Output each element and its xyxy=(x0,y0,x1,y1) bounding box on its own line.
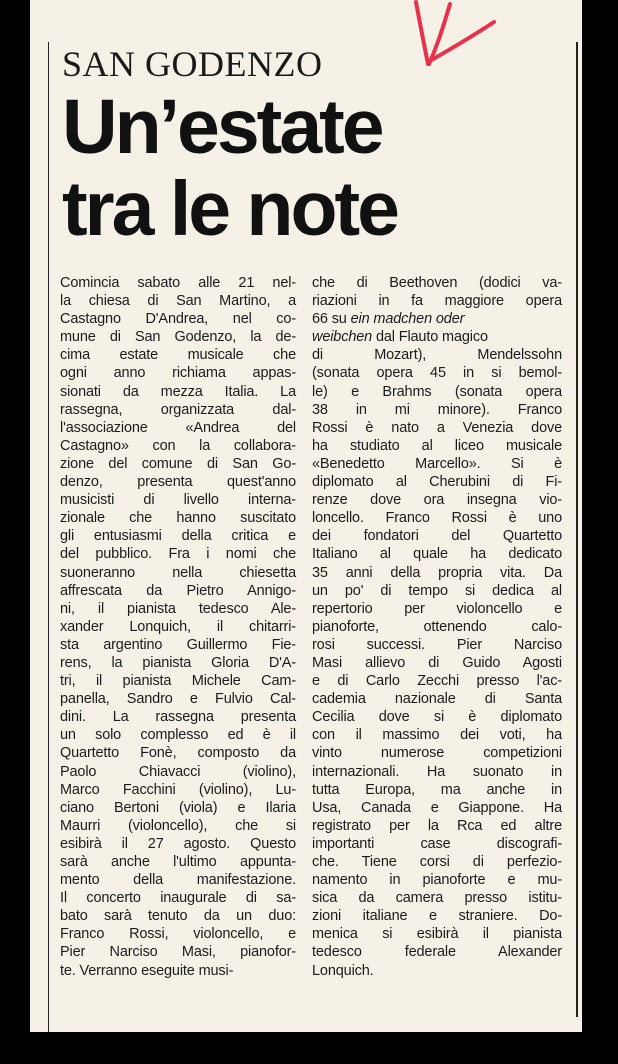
text-line: sionati da mezza Italia. La xyxy=(60,383,296,400)
text-line: mune di San Godenzo, la de- xyxy=(60,329,296,346)
text-line: zioni italiane e straniere. Do- xyxy=(312,908,562,925)
text-line: esibirà il 27 agosto. Questo xyxy=(60,835,296,852)
text-line: menica si esibirà il pianista xyxy=(312,926,562,943)
text-line: gli entusiasmi della critica e xyxy=(60,528,296,545)
text-line xyxy=(312,328,562,346)
italic-title: weibchen xyxy=(312,329,373,346)
left-column-rule xyxy=(48,42,49,1032)
text-line: che di Beethoven (dodici va- xyxy=(312,275,562,291)
text-line: del pubblico. Fra i nomi che xyxy=(60,546,296,563)
text-line: affrescata da Pietro Annigo- xyxy=(60,582,296,599)
text-line: musicisti di livello interna- xyxy=(60,492,296,509)
text-line: Lonquich. xyxy=(312,962,374,979)
text-line: Maurri (violoncello), che si xyxy=(60,817,296,834)
text-line: un solo complesso ed è il xyxy=(60,727,296,744)
text-line: di Mozart), Mendelssohn xyxy=(312,347,562,364)
text-line: dei fondatori del Quartetto xyxy=(312,528,562,545)
text-line: Paolo Chiavacci (violino), xyxy=(60,763,296,780)
text-line: ha studiato al liceo musicale xyxy=(312,437,562,454)
text-line: riazioni in fa maggiore opera xyxy=(312,293,562,310)
text-line: Marco Facchini (violino), Lu- xyxy=(60,781,296,798)
text-line: che. Tiene corsi di perfezio- xyxy=(312,854,562,870)
article-column-2 xyxy=(312,274,562,980)
text-line: tedesco federale Alexander xyxy=(312,944,562,961)
text-line: dini. La rassegna presenta xyxy=(60,709,296,726)
text-line: Rossi è nato a Venezia dove xyxy=(312,419,562,436)
text-line: suoneranno nella chiesetta xyxy=(60,564,296,581)
text-line: 38 in mi minore). Franco xyxy=(312,401,562,418)
text-line: tri, il pianista Michele Cam- xyxy=(60,673,296,690)
red-arrow-annotation-icon xyxy=(398,0,498,80)
text-line: rens, la pianista Gloria D'A- xyxy=(60,654,296,671)
text-line: Il concerto inaugurale di sa- xyxy=(60,890,296,907)
text-line: namento in pianoforte e mu- xyxy=(312,872,562,889)
article-column-1 xyxy=(60,274,296,980)
text-line: importanti case discografi- xyxy=(312,835,562,852)
text-line: rassegna, organizzata dal- xyxy=(60,401,296,418)
text-line: Comincia sabato alle 21 nel- xyxy=(60,275,296,291)
text-line: e di Carlo Zecchi presso l'ac- xyxy=(312,673,562,690)
text-line: 35 anni della propria vita. Da xyxy=(312,564,562,581)
text-line: bato sarà tenuto da un duo: xyxy=(60,908,296,925)
text-line: zionale che hanno suscitato xyxy=(60,510,296,527)
text-line: con il massimo dei voti, ha xyxy=(312,727,562,744)
text-line: ni, il pianista tedesco Ale- xyxy=(60,600,296,617)
scan-border-bottom xyxy=(0,1032,618,1064)
text-line: Quartetto Fonè, composto da xyxy=(60,745,296,762)
text-line: xander Lonquich, il chitarri- xyxy=(60,618,296,635)
text-line: cademia nazionale di Santa xyxy=(312,691,562,708)
text-line: sica da camera presso istitu- xyxy=(312,890,562,907)
text-line: internazionali. Ha suonato in xyxy=(312,763,562,780)
text-line: Italiano al quale ha dedicato xyxy=(312,546,562,563)
article-kicker: SAN GODENZO xyxy=(62,44,323,84)
text-span: 66 su xyxy=(312,311,351,328)
text-line: sarà anche l'ultimo appunta- xyxy=(60,854,296,870)
text-line: loncello. Franco Rossi è uno xyxy=(312,510,562,527)
text-line: mento della manifestazione. xyxy=(60,872,296,889)
text-line: Castagno D'Andrea, nel co- xyxy=(60,311,296,328)
text-line: «Benedetto Marcello». Si è xyxy=(312,455,562,472)
text-line: Pier Narciso Masi, pianofor- xyxy=(60,944,296,961)
scan-border-right xyxy=(582,0,618,1064)
text-line: un po' di tempo si dedica al xyxy=(312,582,562,599)
text-line: tutta Europa, ma anche in xyxy=(312,781,562,798)
text-line: Castagno» con la collabora- xyxy=(60,437,296,454)
text-line: (sonata opera 45 in si bemol- xyxy=(312,365,562,382)
text-line: Masi allievo di Guido Agosti xyxy=(312,654,562,671)
text-span: dal Flauto magico xyxy=(372,329,488,346)
text-line: rosi successi. Pier Narciso xyxy=(312,636,562,653)
text-line: diplomato al Cherubini di Fi- xyxy=(312,474,562,491)
text-line: sta argentino Guillermo Fie- xyxy=(60,636,296,653)
text-line: te. Verranno eseguite musi- xyxy=(60,962,234,979)
text-line: registrato per la Rca ed altre xyxy=(312,817,562,834)
headline-line: tra le note xyxy=(62,166,397,252)
article-headline xyxy=(62,86,397,250)
italic-title: ein madchen oder xyxy=(350,311,465,328)
text-line: la chiesa di San Martino, a xyxy=(60,293,296,310)
text-line: panella, Sandro e Fulvio Cal- xyxy=(60,691,296,708)
right-column-rule xyxy=(576,42,578,1017)
text-line: ciano Bertoni (viola) e Ilaria xyxy=(60,799,296,816)
text-line: pianoforte, ottenendo calo- xyxy=(312,618,562,635)
text-line: Franco Rossi, violoncello, e xyxy=(60,926,296,943)
text-line: denzo, presenta quest'anno xyxy=(60,474,296,491)
text-line: vinto numerose competizioni xyxy=(312,745,562,762)
text-line: le) e Brahms (sonata opera xyxy=(312,383,562,400)
text-line: l'associazione «Andrea del xyxy=(60,419,296,436)
text-line: zione del comune di San Go- xyxy=(60,455,296,472)
headline-line: Un’estate xyxy=(62,84,382,170)
text-line: cima estate musicale che xyxy=(60,347,296,364)
text-line: renze dove ora insegna vio- xyxy=(312,492,562,509)
text-line: repertorio per violoncello e xyxy=(312,600,562,617)
column-2-body xyxy=(312,346,562,979)
text-line xyxy=(312,310,562,328)
text-line: Usa, Canada e Giappone. Ha xyxy=(312,799,562,816)
text-line: Cecilia dove si è diplomato xyxy=(312,709,562,726)
text-line: ogni anno richiama appas- xyxy=(60,365,296,382)
